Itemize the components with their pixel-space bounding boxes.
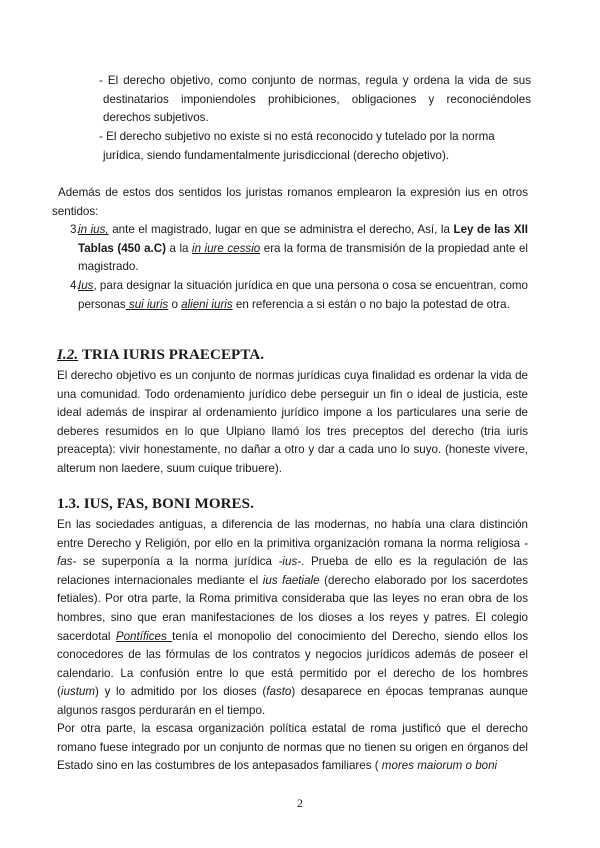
ius-fas-paragraph-1 (57, 516, 528, 721)
p1-text-f: ) y lo admitido por los dioses ( (95, 685, 267, 699)
item4-text-c: en referencia a si están o no bajo la potestad de otra. (232, 297, 510, 311)
term-xii-tablas: Ley de las XII Tablas (450 a.C) (78, 223, 528, 255)
ius-fas-paragraph-2 (57, 720, 528, 776)
bullet-subjective-law-text: - El derecho subjetivo no existe si no está reconocido y tutelado por la norma jurídica, siendo fundamentalmente jurisdiccional (derecho objetivo). (99, 130, 495, 162)
term-ius-faetiale: ius faetiale (262, 573, 320, 587)
item4-text-a: , para designar la situación jurídica en que una persona o cosa se encuentran, como personas (78, 279, 528, 311)
section-heading-title: TRIA IURIS PRAECEPTA. (78, 347, 265, 363)
tria-iuris-paragraph (57, 367, 528, 479)
list-number-3: 3. (70, 223, 80, 236)
item3-text-a: ante el magistrado, lugar en que se administra el derecho, Así, la (108, 223, 454, 236)
p1-text-a: En las sociedades antiguas, a diferencia de las modernas, no había una clara distinción entre Derecho y Religión, por ello en la primitiva organización romana la norma religiosa (57, 518, 528, 550)
bullet-subjective-law (99, 128, 533, 165)
list-item-3 (70, 221, 528, 277)
term-pontifices: Pontífices (115, 629, 173, 643)
term-in-iure-cessio: in iure cessio (192, 241, 261, 255)
list-item-4 (70, 277, 528, 314)
term-fas: -fas- (57, 536, 528, 569)
bullet-objective-law (99, 72, 531, 128)
term-mores-maiorum: mores maiorum o boni (381, 759, 498, 773)
item4-text-b: o (168, 297, 182, 311)
term-ius-dash: -ius- (278, 555, 302, 569)
intro-text: Además de estos dos sentidos los juristas romanos emplearon la expresión ius en otros sentidos: (52, 186, 528, 218)
p1-text-d: (derecho elaborado por los sacerdotes fetiales). Por otra parte, la Roma primitiva consideraba que las leyes no eran obra de los hombres, sino que eran manifestaciones de los dioses a los reyes y patres. El colegio sacerdotal (57, 573, 528, 643)
p1-text-e: tenía el monopolio del conocimiento del Derecho, siendo ellos los conocedores de las fórmulas de los contratos y negocios jurídicos además de poseer el calendario. La confusión entre lo que está permitido por el derecho de los hombres ( (57, 629, 528, 699)
page-number: 2 (297, 796, 303, 810)
p1-text-g: ) desaparece en épocas tempranas aunque algunos rasgos perdurarán en el tiempo. (57, 685, 528, 717)
item3-text-c: era la forma de transmisión de la propiedad ante el magistrado. (78, 241, 528, 274)
term-in-ius: in ius, (78, 223, 109, 236)
tria-iuris-text: El derecho objetivo es un conjunto de normas jurídicas cuya finalidad es ordenar la vida de una comunidad. Todo ordenamiento jurídico debe perseguir un fin o ideal de justicia, este ideal además de inspirar al ordenamiento jurídico impone a los particulares una serie de deberes resumidos en lo que Ulpiano llamó los tres preceptos del derecho (tria iuris preacepta): vivir honestamente, no dañar a otro y dar a cada uno lo suyo. (honeste vivere, alterum non laedere, suum cuique tribuere). (57, 369, 528, 475)
bullet-objective-law-text: - El derecho objetivo, como conjunto de normas, regula y ordena la vida de sus destinatarios imponiendoles prohibiciones, obligaciones y reconociéndoles derechos subjetivos. (99, 74, 531, 125)
section-heading-ius-fas-title: 1.3. IUS, FAS, BONI MORES. (57, 496, 254, 512)
section-heading-number: I.2. (57, 347, 79, 363)
term-fasto: fasto (266, 685, 292, 699)
p1-text-b: se superponía a la norma jurídica (76, 555, 279, 569)
term-ius: Ius (78, 279, 94, 292)
section-heading-ius-fas (57, 496, 254, 513)
list-number-4: 4. (70, 279, 80, 292)
p2-text-a: Por otra parte, la escasa organización política estatal de roma justificó que el derecho romano fuese integrado por un conjunto de normas que no tienen su origen en órganos del Estado sino en las costumbres de los antepasados familiares ( (57, 722, 528, 773)
section-heading-tria-iuris (57, 347, 264, 364)
item3-text-b: a la (166, 241, 192, 255)
term-iustum: iustum (60, 685, 96, 699)
term-sui-iuris: sui iuris (125, 297, 169, 311)
p1-text-c: . Prueba de ello es la regulación de las relaciones internacionales mediante el (57, 555, 529, 587)
term-alieni-iuris: alieni iuris (181, 297, 233, 311)
intro-paragraph (52, 184, 528, 221)
